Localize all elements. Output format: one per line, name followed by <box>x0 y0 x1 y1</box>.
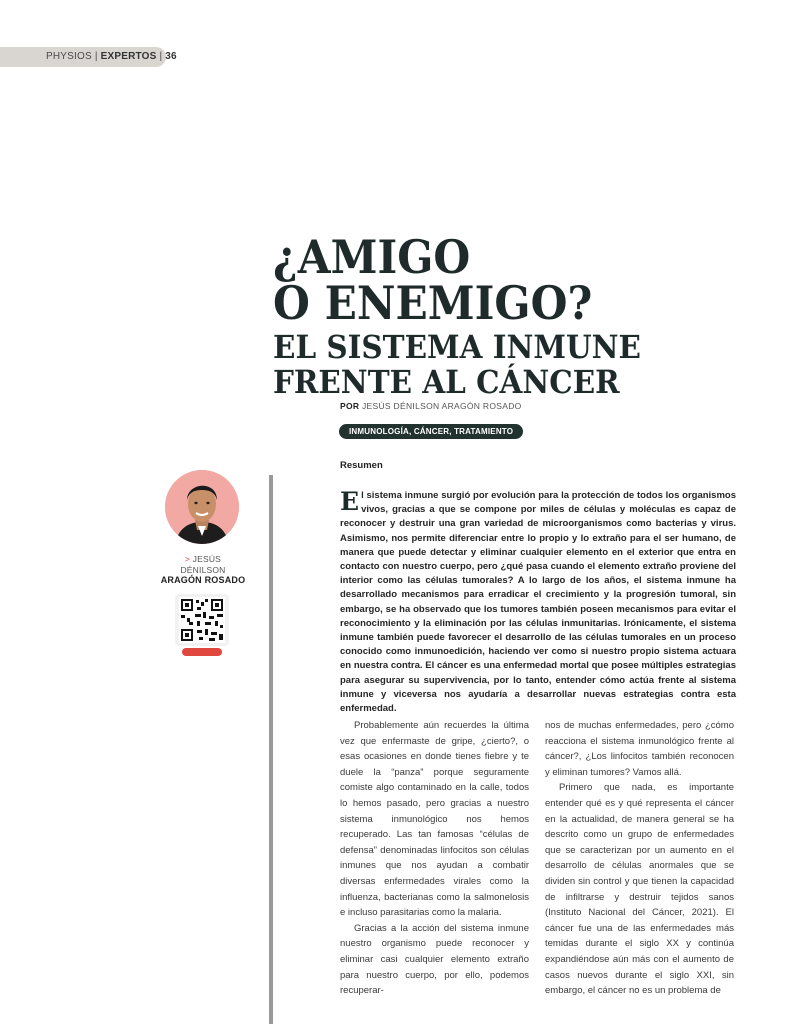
body-paragraph: Primero que nada, es importante entender qué es y qué representa el cáncer en la actualidad, de manera general se ha descrito como un grupo de enfermedades que se caracterizan por un aumento en el desarrollo de células anormales que se dividen sin control y que tienen la capacidad de infiltrarse y destruir tejidos sanos (Instituto Nacional del Cáncer, 2021). El cáncer fue una de las enfermedades más temidas durante el siglo XX y continúa expandiéndose aún más con el aumento de casos nuevos durante el siglo XXI, sin embargo, el cáncer no es un problema de <box>545 782 734 997</box>
header-category: EXPERTOS <box>100 51 157 62</box>
author-portrait-icon <box>165 470 239 544</box>
header-page-number: 36 <box>165 51 177 62</box>
title-line-4: FRENTE AL CÁNCER <box>273 363 620 401</box>
body-paragraph: nos de muchas enfermedades, pero ¿cómo reacciona el sistema inmunológico frente al cáncer?, ¿Los linfocitos también reconocen y eliminan tumores? Vamos allá. <box>545 720 734 778</box>
qr-code[interactable] <box>175 594 229 646</box>
author-avatar <box>165 470 239 544</box>
byline-author: JESÚS DÉNILSON ARAGÓN ROSADO <box>362 401 522 411</box>
abstract-text <box>340 489 736 716</box>
author-last-name: ARAGÓN ROSADO <box>160 575 246 585</box>
header-section: PHYSIOS <box>46 51 92 62</box>
abstract-body: l sistema inmune surgió por evolución para la protección de todos los organismos vivos, gracias a que se compone por miles de células y moléculas es capaz de reconocer y destruir una gran variedad de microorganismos como bacterias y virus. Asimismo, nos permite diferenciar entre lo propio y lo extraño para el ser humano, de manera que puede detectar y eliminar cualquier elemento en el exterior que entra en contacto con nuestro cuerpo, pero ¿qué pasa cuando el elemento extraño proviene del interior como las células tumorales? A lo largo de los años, el sistema inmune ha desarrollado mecanismos para erradicar el crecimiento y la progresión tumoral, sin embargo, se ha observado que los tumores también poseen mecanismos para evitar el reconocimiento y la eliminación por las células inmunitarias. Irónicamente, el sistema inmune también puede favorecer el desarrollo de las células tumorales en un proceso conocido como inmunoedición, haciendo ver como si nuestro propio sistema actuara en nuestra contra. El cáncer es una enfermedad mortal que posee múltiples estrategias para asegurar su supervivencia, por lo tanto, entender cómo actúa frente al sistema inmune y viceversa nos ayudaría a desarrollar nuevas estrategias contra esta enfermedad. <box>340 490 736 715</box>
title-line-1: ¿AMIGO <box>273 230 471 284</box>
qr-code-icon <box>175 594 229 646</box>
author-arrow: > <box>184 554 191 564</box>
article-title <box>273 230 715 401</box>
byline <box>340 401 522 411</box>
keywords-tag: INMUNOLOGÍA, CÁNCER, TRATAMIENTO <box>339 424 523 439</box>
column-divider <box>269 475 273 1024</box>
body-paragraph: Probablemente aún recuerdes la última vez que enfermaste de gripe, ¿cierto?, o esas ocasiones en donde tienes fiebre y te duele la “panza” porque seguramente comiste algo contaminado en la calle, todos lo hemos pasado, pero gracias a nuestro sistema inmunológico nos hemos recuperado. Las tan famosas “células de defensa” denominadas linfocitos son células inmunes que nos ayudan a combatir diversas enfermedades virales como la influenza, bacterianas como la salmonelosis e incluso parasitarias como la malaria. <box>340 720 529 919</box>
abstract-dropcap: E <box>340 487 360 516</box>
abstract-label: Resumen <box>340 460 383 471</box>
title-line-3: EL SISTEMA INMUNE <box>273 328 641 366</box>
byline-prefix: POR <box>340 401 360 411</box>
author-first-name: JESÚS <box>192 554 222 564</box>
body-column-2 <box>545 718 734 999</box>
author-middle-name: DÉNILSON <box>180 564 226 575</box>
title-line-2: O ENEMIGO? <box>273 276 593 330</box>
qr-scan-button[interactable] <box>182 648 222 656</box>
body-column-1 <box>340 718 529 999</box>
body-paragraph: Gracias a la acción del sistema inmune nuestro organismo puede reconocer y eliminar casi cualquier elemento extraño para nuestro cuerpo, por ello, podemos recuperar- <box>340 922 529 997</box>
author-name-block <box>140 554 266 586</box>
running-header: PHYSIOS | EXPERTOS | 36 <box>0 47 166 67</box>
